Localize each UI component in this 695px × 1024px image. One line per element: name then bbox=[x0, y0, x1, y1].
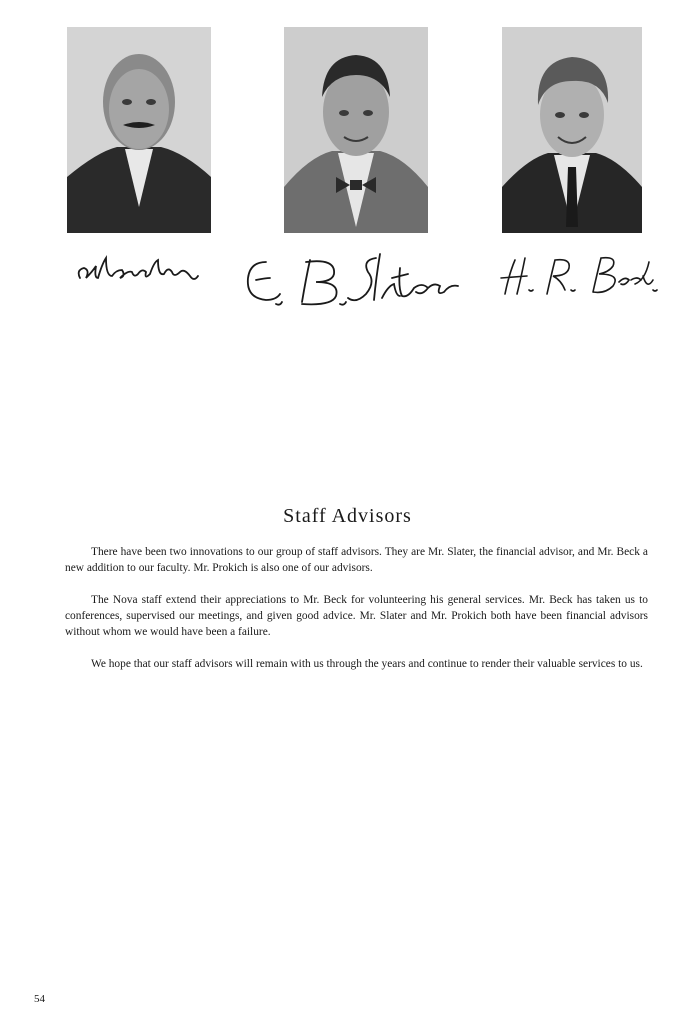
signature-beck bbox=[495, 250, 655, 298]
paragraph: We hope that our staff advisors will remain with us through the years and continue to render their valuable services to us. bbox=[91, 658, 643, 670]
page-number: 54 bbox=[34, 993, 45, 1005]
portrait-image bbox=[67, 27, 211, 233]
portrait-image bbox=[502, 27, 642, 233]
paragraph: There have been two innovations to our group of staff advisors. They are Mr. Slater, the financial advisor, and Mr. Beck a new addition to our faculty. Mr. Prokich is also one of our advisors. bbox=[65, 546, 648, 574]
article-body bbox=[65, 544, 648, 688]
portrait-photo-slater bbox=[284, 27, 428, 233]
portrait-photo-prokich bbox=[67, 27, 211, 233]
portrait-photo-beck bbox=[502, 27, 642, 233]
portrait-image bbox=[284, 27, 428, 233]
signature-prokich bbox=[72, 248, 202, 298]
paragraph: The Nova staff extend their appreciations to Mr. Beck for volunteering his general services. Mr. Beck has taken us to conferences, supervised our meetings, and given good advice. Mr. Slater and Mr. Prokich both have been financial advisors without whom we would have been a failure. bbox=[65, 594, 648, 638]
page-title: Staff Advisors bbox=[283, 505, 412, 527]
signature-slater bbox=[236, 248, 468, 312]
